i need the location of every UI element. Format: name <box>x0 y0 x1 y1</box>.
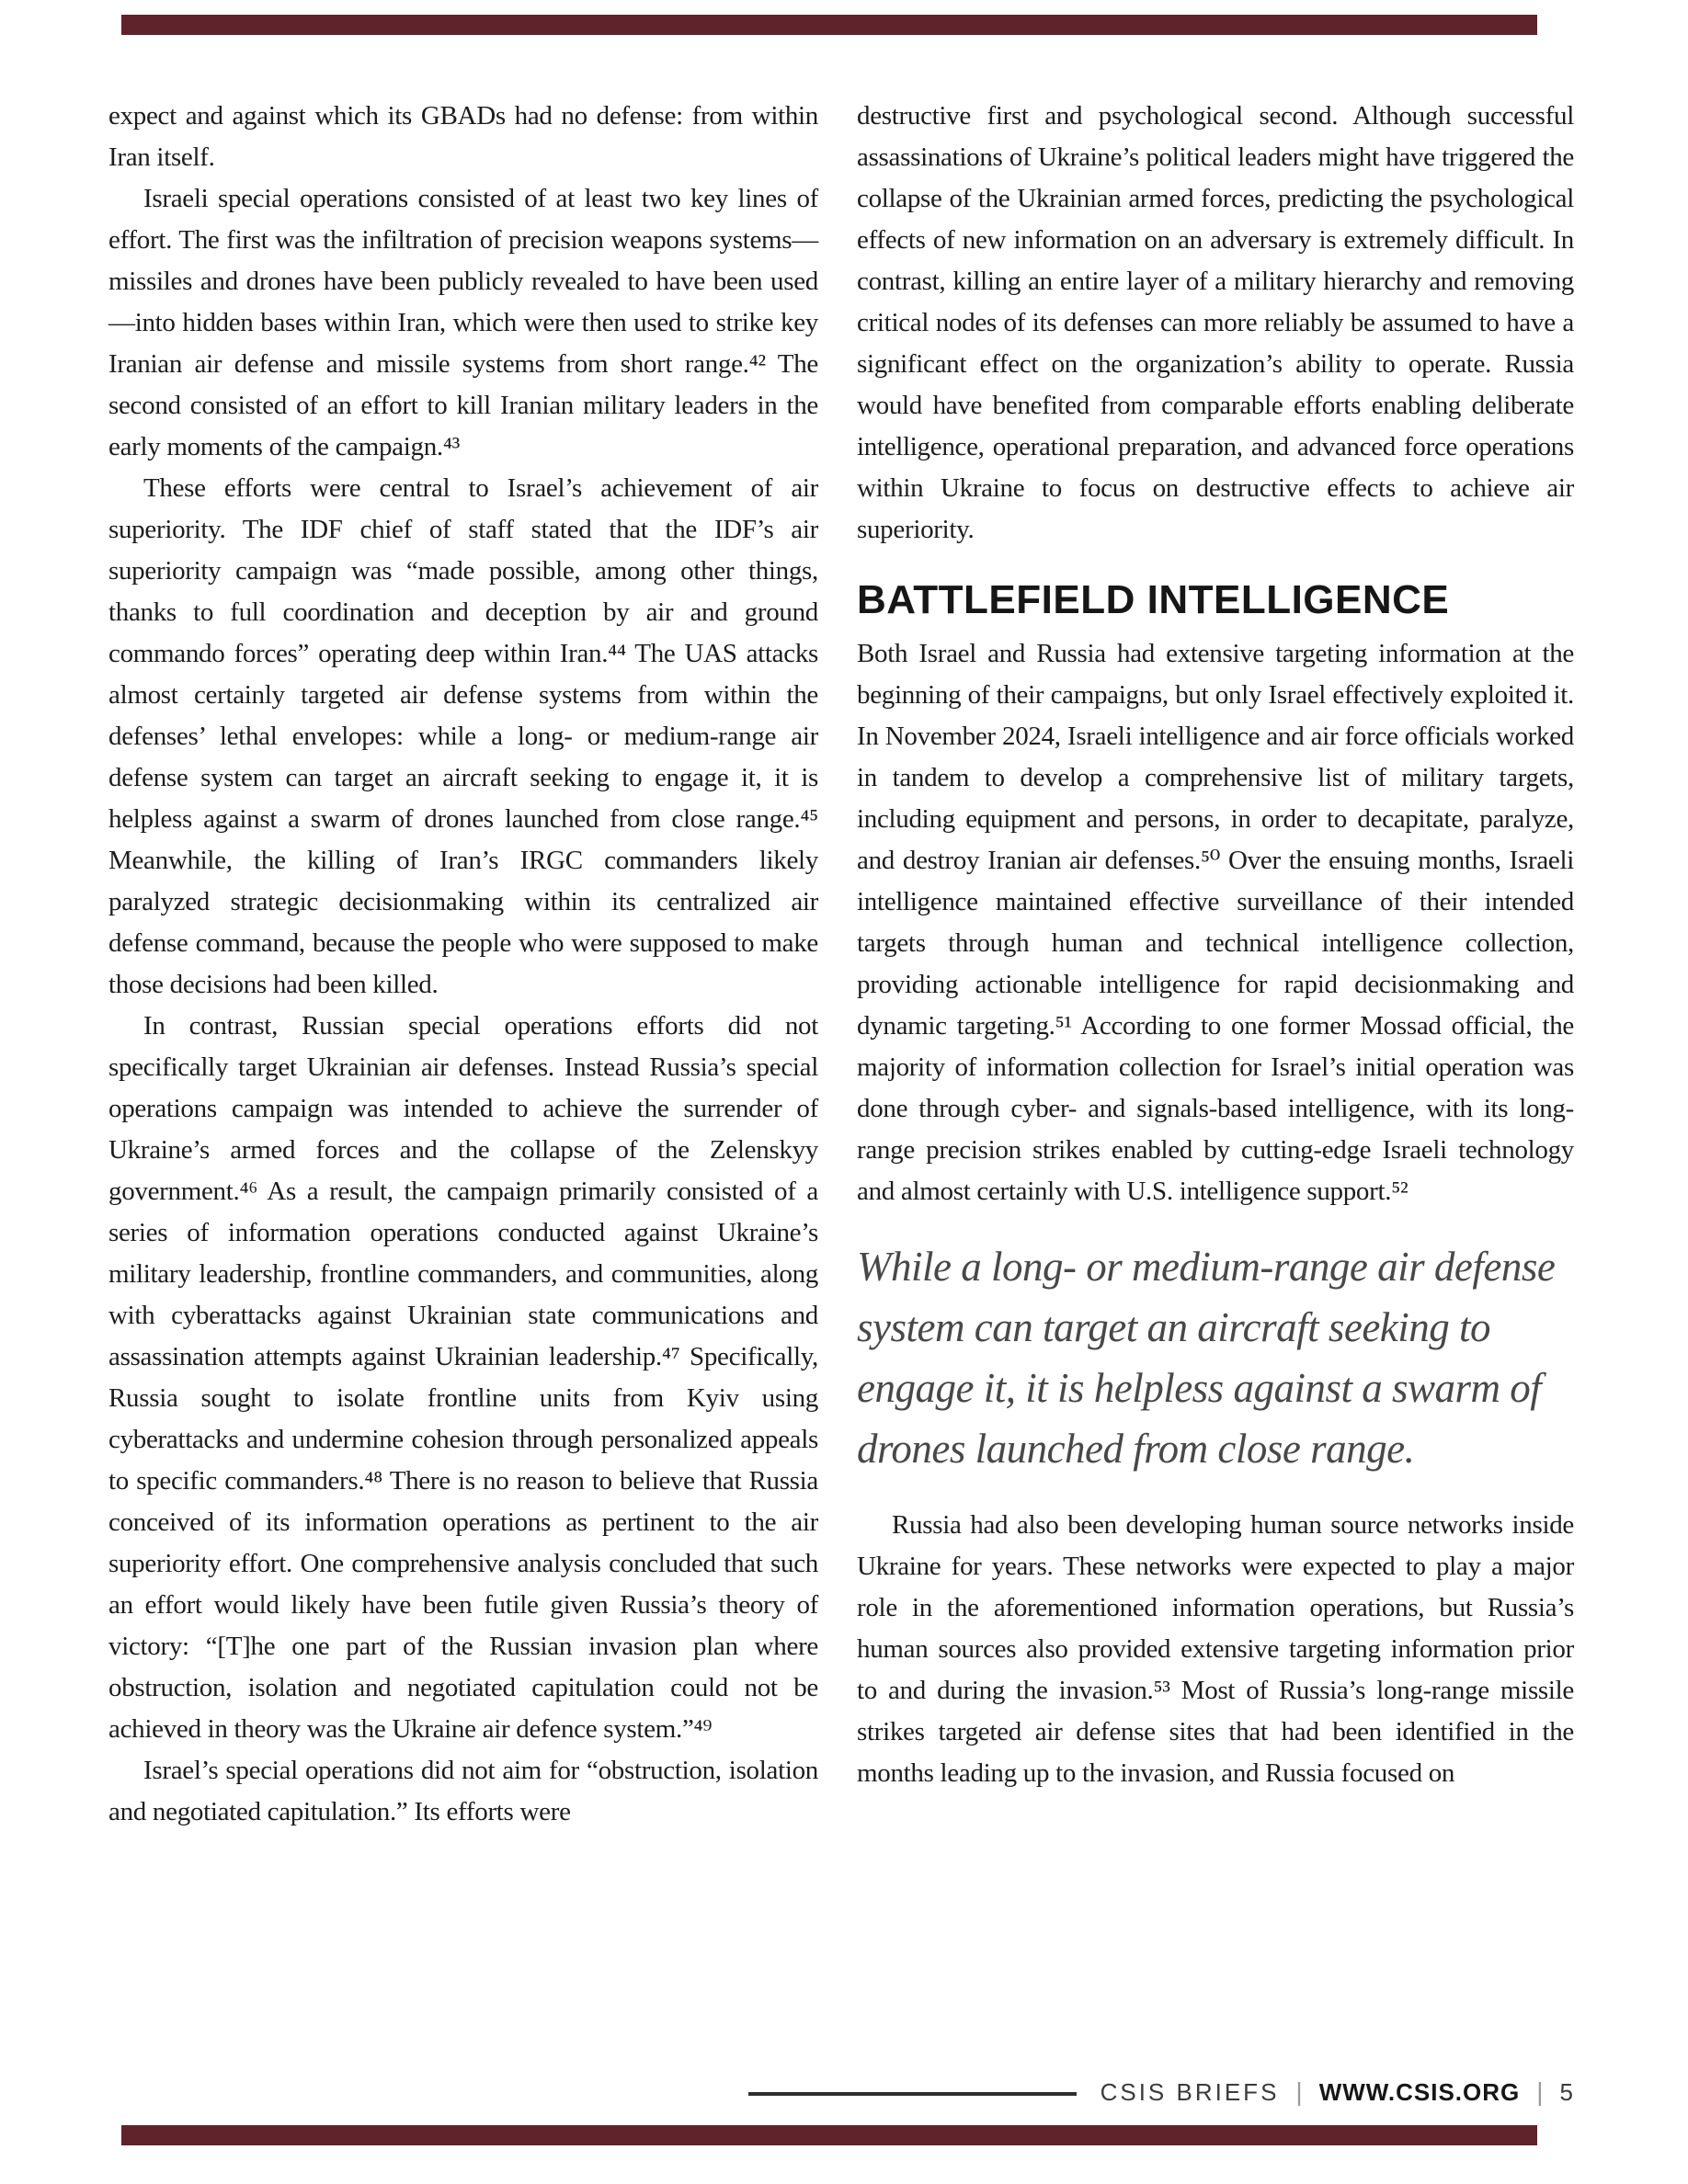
section-heading: BATTLEFIELD INTELLIGENCE <box>857 577 1450 622</box>
right-column-bottom <box>857 1505 1574 1794</box>
footer-page-number: 5 <box>1559 2078 1574 2106</box>
bottom-rule-bar <box>121 2125 1537 2145</box>
paragraph: destructive first and psychological second. Although successful assassinations of Ukraine’s political leaders might have triggered the collapse of the Ukrainian armed forces, predicting the psychological effects of new information on an adversary is extremely difficult. In contrast, killing an entire layer of a military hierarchy and removing critical nodes of its defenses can more reliably be assumed to have a significant effect on the organization’s ability to operate. Russia would have benefited from comparable efforts enabling deliberate intelligence, operational preparation, and advanced force operations within Ukraine to focus on destructive effects to achieve air superiority. <box>857 101 1574 544</box>
footer-brand: CSIS BRIEFS <box>1100 2078 1280 2106</box>
paragraph: Russia had also been developing human source networks inside Ukraine for years. These networks were expected to play a major role in the aforementioned information operations, but Russia’s human sources also provided extensive targeting information prior to and during the invasion.⁵³ Most of Russia’s long-range missile strikes targeted air defense sites that had been identified in the months leading up to the invasion, and Russia focused on <box>857 1510 1574 1788</box>
top-rule-bar <box>121 15 1537 35</box>
footer-separator: | <box>1295 2077 1303 2106</box>
paragraph: Israeli special operations consisted of at least two key lines of effort. The first was the infiltration of precision weapons systems—missiles and drones have been publicly revealed to have been used—into hidden bases within Iran, which were then used to strike key Iranian air defense and missile systems from short range.⁴² The second consisted of an effort to kill Iranian military leaders in the early moments of the campaign.⁴³ <box>108 184 818 461</box>
footer-rule <box>748 2092 1077 2096</box>
left-column <box>108 96 818 1833</box>
right-column <box>857 96 1574 1794</box>
page-footer <box>1100 2077 1574 2107</box>
pull-quote: While a long- or medium-range air defense system can target an aircraft seeking to engage it, it is helpless against a swarm of drones launched from close range. <box>857 1244 1556 1472</box>
paragraph: These efforts were central to Israel’s achievement of air superiority. The IDF chief of staff stated that the IDF’s air superiority campaign was “made possible, among other things, thanks to full coordination and deception by air and ground commando forces” operating deep within Iran.⁴⁴ The UAS attacks almost certainly targeted air defense systems from within the defenses’ lethal envelopes: while a long- or medium-range air defense system can target an aircraft seeking to engage it, it is helpless against a swarm of drones launched from close range.⁴⁵ Meanwhile, the killing of Iran’s IRGC commanders likely paralyzed strategic decisionmaking within its centralized air defense command, because the people who were supposed to make those decisions had been killed. <box>108 473 818 999</box>
footer-site: WWW.CSIS.ORG <box>1318 2078 1521 2106</box>
paragraph: Both Israel and Russia had extensive targeting information at the beginning of their campaigns, but only Israel effectively exploited it. In November 2024, Israeli intelligence and air force officials worked in tandem to develop a comprehensive list of military targets, including equipment and persons, in order to decapitate, paralyze, and destroy Iranian air defenses.⁵⁰ Over the ensuing months, Israeli intelligence maintained effective surveillance of their intended targets through human and technical intelligence collection, providing actionable intelligence for rapid decisionmaking and dynamic targeting.⁵¹ According to one former Mossad official, the majority of information collection for Israel’s initial operation was done through cyber- and signals-based intelligence, with its long-range precision strikes enabled by cutting-edge Israeli technology and almost certainly with U.S. intelligence support.⁵² <box>857 639 1574 1206</box>
paragraph: Israel’s special operations did not aim for “obstruction, isolation and negotiated capitulation.” Its efforts were <box>108 1756 818 1826</box>
paragraph: In contrast, Russian special operations efforts did not specifically target Ukrainian air defenses. Instead Russia’s special operations campaign was intended to achieve the surrender of Ukraine’s armed forces and the collapse of the Zelenskyy government.⁴⁶ As a result, the campaign primarily consisted of a series of information operations conducted against Ukraine’s military leadership, frontline commanders, and communities, along with cyberattacks against Ukrainian state communications and assassination attempts against Ukrainian leadership.⁴⁷ Specifically, Russia sought to isolate frontline units from Kyiv using cyberattacks and undermine cohesion through personalized appeals to specific commanders.⁴⁸ There is no reason to believe that Russia conceived of its information operations as pertinent to the air superiority effort. One comprehensive analysis concluded that such an effort would likely have been futile given Russia’s theory of victory: “[T]he one part of the Russian invasion plan where obstruction, isolation and negotiated capitulation could not be achieved in theory was the Ukraine air defence system.”⁴⁹ <box>108 1011 818 1744</box>
right-column-top <box>857 96 1574 551</box>
paragraph: expect and against which its GBADs had no defense: from within Iran itself. <box>108 101 818 172</box>
right-column-mid <box>857 633 1574 1212</box>
footer-separator: | <box>1536 2077 1544 2106</box>
